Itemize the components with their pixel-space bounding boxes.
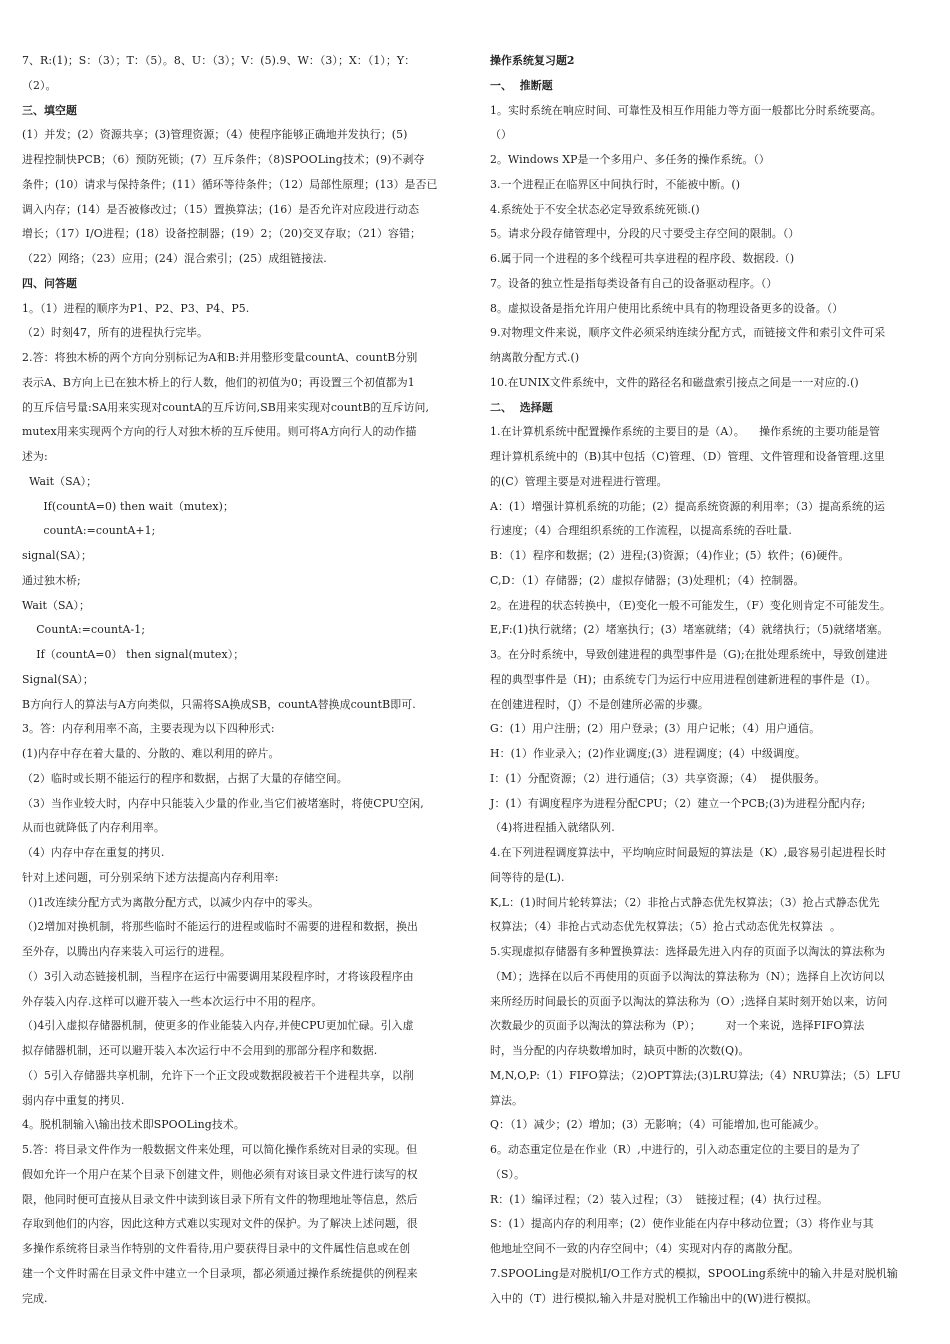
text-line: （4）内存中存在重复的拷贝. bbox=[22, 846, 165, 859]
text-line: 弱内存中重复的拷贝. bbox=[22, 1093, 125, 1107]
text-line: 1。实时系统在响应时间、可靠性及相互作用能力等方面一般都比分时系统要高。 bbox=[490, 103, 882, 117]
text-line: 次数最少的页面予以淘汰的算法称为（P）； 对一个来说，选择FIFO算法 bbox=[490, 1019, 865, 1033]
section-heading: 一、 推断题 bbox=[490, 78, 553, 92]
text-line: G：(1）用户注册；(2）用户登录；(3）用户记帐；（4）用户通信。 bbox=[490, 722, 821, 736]
text-line: 的互斥信号量:SA用来实现对countA的互斥访问,SB用来实现对countB的互斥访问, bbox=[22, 400, 430, 414]
text-line: 假如允许一个用户在某个目录下创建文件，则他必须有对该目录文件进行读写的权 bbox=[22, 1167, 418, 1181]
text-line: 来所经历时间最长的页面予以淘汰的算法称为（O）;选择自某时刻开始以来，访问 bbox=[490, 994, 888, 1008]
text-line: countA:=countA+1; bbox=[22, 524, 156, 538]
text-line: K,L：(1)时间片轮转算法；（2）非抢占式静态优先权算法；（3）抢占式静态优先 bbox=[490, 895, 880, 909]
text-line: 纳离散分配方式.() bbox=[490, 351, 580, 364]
text-line: 理计算机系统中的（B)其中包括（C)管理、（D）管理、文件管理和设备管理.这里 bbox=[490, 450, 885, 463]
text-line: 完成. bbox=[22, 1291, 48, 1305]
text-line: （） bbox=[490, 128, 512, 142]
text-line: 2。在进程的状态转换中，（E)变化一般不可能发生，（F）变化则肯定不可能发生。 bbox=[490, 598, 891, 612]
text-line: B方向行人的算法与A方向类似，只需将SA换成SB，countA替换成countB即可. bbox=[22, 697, 416, 711]
text-line: 4.在下列进程调度算法中，平均响应时间最短的算法是（K）,最容易引起进程长时 bbox=[490, 846, 887, 859]
text-line: If(countA=0) then wait（mutex)； bbox=[22, 499, 234, 513]
text-line: 从而也就降低了内存利用率。 bbox=[22, 821, 165, 835]
text-line: （4)将进程插入就绪队列. bbox=[490, 821, 615, 835]
text-line: 10.在UNIX文件系统中，文件的路径名和磁盘索引接点之间是一一对应的.() bbox=[490, 375, 859, 389]
text-line: 行速度；（4）合理组织系统的工作流程，以提高系统的吞吐量. bbox=[490, 524, 792, 538]
text-line: (1)内存中存在着大量的、分散的、难以利用的碎片。 bbox=[22, 747, 280, 760]
text-line: 7.SPOOLing是对脱机I/O工作方式的模拟，SPOOLing系统中的输入井是对脱机输 bbox=[490, 1266, 898, 1280]
text-line: 3。答：内存利用率不高，主要表现为以下四种形式: bbox=[22, 722, 275, 736]
text-line: 3.一个进程正在临界区中间执行时，不能被中断。() bbox=[490, 177, 741, 191]
text-line: （)1改连续分配方式为离散分配方式，以减少内存中的零头。 bbox=[22, 895, 320, 909]
text-line: 1。（1）进程的顺序为P1、P2、P3、P4、P5. bbox=[22, 301, 250, 315]
text-line: 入中的（T）进行模拟,输入井是对脱机工作输出中的(W)进行模拟。 bbox=[490, 1291, 818, 1305]
text-line: 2。Windows XP是一个多用户、多任务的操作系统。（） bbox=[490, 153, 770, 166]
text-line: 5。请求分段存储管理中，分段的尺寸要受主存空间的限制。（） bbox=[490, 227, 800, 241]
text-line: 建一个文件时需在目录文件中建立一个目录项，都必须通过操作系统提供的例程来 bbox=[22, 1266, 418, 1280]
text-line: 他地址空间不一致的内存空间中；（4）实现对内存的离散分配。 bbox=[490, 1242, 800, 1255]
text-line: 外存装入内存.这样可以避开装入一些本次运行中不用的程序。 bbox=[22, 994, 323, 1008]
section-heading: 三、填空题 bbox=[22, 103, 77, 117]
text-line: （）3引入动态链接机制，当程序在运行中需要调用某段程序时，才将该段程序由 bbox=[22, 969, 414, 983]
section-heading: 四、问答题 bbox=[22, 276, 77, 290]
section-heading: 操作系统复习题2 bbox=[490, 54, 575, 67]
text-line: （)2增加对换机制，将那些临时不能运行的进程或临时不需要的进程和数据，换出 bbox=[22, 920, 419, 934]
text-line: 调入内存；(14）是否被修改过；（15）置换算法；(16）是否允许对应段进行动态 bbox=[22, 202, 420, 216]
text-line: （2）时刻47，所有的进程执行完毕。 bbox=[22, 326, 208, 340]
text-line: （2）。 bbox=[22, 78, 57, 92]
text-line: 6。动态重定位是在作业（R）,中进行的，引入动态重定位的主要目的是为了 bbox=[490, 1143, 861, 1156]
text-line: 4。脱机制输入\输出技术即SPOOLing技术。 bbox=[22, 1118, 245, 1132]
text-line: A：(1）增强计算机系统的功能；(2）提高系统资源的利用率；（3）提高系统的运 bbox=[490, 499, 885, 513]
text-line: (1）并发；(2）资源共享；(3)管理资源；（4）使程序能够正确地并发执行；(5) bbox=[22, 128, 408, 142]
text-line: J：(1）有调度程序为进程分配CPU；（2）建立一个PCB;(3)为进程分配内存; bbox=[490, 796, 866, 810]
text-line: 限，他同时便可直接从目录文件中读到该目录下所有文件的物理地址等信息，然后 bbox=[22, 1192, 418, 1206]
text-line: E,F:(1)执行就绪；(2）堵塞执行；(3）堵塞就绪；（4）就绪执行；（5)就绪堵塞。 bbox=[490, 623, 889, 637]
text-line: C,D：（1）存储器；(2）虚拟存储器；(3)处理机；（4）控制器。 bbox=[490, 573, 805, 587]
text-line: 拟存储器机制，还可以避开装入本次运行中不会用到的那部分程序和数据. bbox=[22, 1044, 378, 1057]
text-line: 9.对物理文件来说，顺序文件必须采纳连续分配方式，而链接文件和索引文件可采 bbox=[490, 326, 886, 340]
text-line: （M）；选择在以后不再使用的页面予以淘汰的算法称为（N）；选择自上次访问以 bbox=[490, 969, 885, 983]
text-line: H：(1）作业录入；(2)作业调度;(3）进程调度；(4）中级调度。 bbox=[490, 747, 807, 760]
text-line: CountA:=countA-1; bbox=[22, 623, 146, 637]
text-line: 条件；(10）请求与保持条件；(11）循环等待条件；（12）局部性原理；(13）是否已 bbox=[22, 177, 438, 191]
text-line: B：（1）程序和数据；(2）进程;(3)资源；（4)作业；(5）软件；(6)硬件。 bbox=[490, 549, 850, 562]
text-line: I：(1）分配资源；（2）进行通信；（3）共享资源；（4） 提供服务。 bbox=[490, 771, 826, 785]
text-line: Wait（SA）； bbox=[22, 474, 98, 488]
text-line: M,N,O,P:（1）FIFO算法；（2)OPT算法;(3)LRU算法;（4）NRU算法；（5）LFU bbox=[490, 1068, 901, 1082]
text-line: Q：（1）减少；(2）增加；(3）无影响；（4）可能增加,也可能减少。 bbox=[490, 1118, 826, 1132]
text-line: 进程控制快PCB；（6）预防死锁；(7）互斥条件；（8)SPOOLing技术；(9)不剥夺 bbox=[22, 153, 425, 166]
text-line: 的(C）管理主要是对进程进行管理。 bbox=[490, 474, 668, 488]
text-line: 5.答：将目录文件作为一般数据文件来处理，可以简化操作系统对目录的实现。但 bbox=[22, 1143, 418, 1156]
text-line: 间等待的是(L). bbox=[490, 870, 565, 884]
text-line: 2.答：将独木桥的两个方向分别标记为A和B:并用整形变量countA、countB分别 bbox=[22, 351, 418, 364]
text-line: 述为: bbox=[22, 450, 48, 463]
text-line: 增长；（17）I/O进程；(18）设备控制器；(19）2；（20)交叉存取；（21）容错； bbox=[22, 227, 421, 241]
text-line: 6.属于同一个进程的多个线程可共享进程的程序段、数据段.（) bbox=[490, 252, 795, 265]
text-line: （)4引入虚拟存储器机制，使更多的作业能装入内存,并使CPU更加忙碌。引入虚 bbox=[22, 1019, 414, 1033]
text-line: S：(1）提高内存的利用率；(2）使作业能在内存中移动位置；（3）将作业与其 bbox=[490, 1217, 874, 1231]
text-line: （2）临时或长期不能运行的程序和数据，占据了大量的存储空间。 bbox=[22, 771, 348, 785]
text-line: 程的典型事件是（H)；由系统专门为运行中应用进程创建新进程的事件是（I）。 bbox=[490, 672, 877, 686]
text-line: 4.系统处于不安全状态必定导致系统死锁.() bbox=[490, 202, 700, 216]
text-line: 存取到他们的内容，因此这种方式难以实现对文件的保护。为了解决上述问题，很 bbox=[22, 1217, 418, 1231]
text-line: Signal(SA）； bbox=[22, 672, 94, 686]
text-line: （3）当作业较大时，内存中只能装入少量的作业,当它们被堵塞时，将使CPU空闲, bbox=[22, 796, 424, 810]
text-line: 8。虚拟设备是指允许用户使用比系统中具有的物理设备更多的设备。（） bbox=[490, 301, 844, 315]
text-line: mutex用来实现两个方向的行人对独木桥的互斥使用。则可将A方向行人的动作描 bbox=[22, 425, 417, 439]
text-line: 表示A、B方向上已在独木桥上的行人数，他们的初值为0；再设置三个初值都为1 bbox=[22, 375, 415, 389]
text-line: 在创建进程时，（J）不是创建所必需的步骤。 bbox=[490, 697, 709, 711]
text-line: Wait（SA）； bbox=[22, 598, 91, 612]
text-line: R：(1）编译过程；（2）装入过程；（3） 链接过程；(4）执行过程。 bbox=[490, 1192, 829, 1206]
text-line: 7。设备的独立性是指每类设备有自己的设备驱动程序。（） bbox=[490, 276, 778, 290]
text-line: （S）。 bbox=[490, 1167, 526, 1181]
left-column bbox=[22, 49, 454, 1311]
text-line: 针对上述问题，可分别采纳下述方法提高内存利用率: bbox=[22, 870, 279, 884]
section-heading: 二、 选择题 bbox=[490, 400, 553, 414]
text-line: 1.在计算机系统中配置操作系统的主要目的是（A）。 操作系统的主要功能是管 bbox=[490, 425, 881, 439]
text-line: 权算法；（4）非抢占式动态优先权算法；（5）抢占式动态优先权算法 。 bbox=[490, 920, 841, 934]
text-line: If（countA=0） then signal(mutex）； bbox=[22, 648, 245, 661]
text-line: 至外存，以腾出内存来装入可运行的进程。 bbox=[22, 945, 231, 958]
text-line: 多操作系统将目录当作特别的文件看待,用户要获得目录中的文件属性信息或在创 bbox=[22, 1242, 411, 1255]
text-line: 通过独木桥; bbox=[22, 573, 81, 587]
text-line: （22）网络；（23）应用；(24）混合索引；(25）成组链接法. bbox=[22, 252, 327, 265]
text-line: （）5引入存储器共享机制，允许下一个正文段或数据段被若干个进程共享，以削 bbox=[22, 1068, 414, 1082]
right-column bbox=[490, 49, 928, 1311]
text-line: signal(SA）； bbox=[22, 549, 93, 562]
text-line: 7、R:(1)；S：（3）；T：（5）。8、U：（3）；V：(5).9、W：（3）；X：（1）；Y： bbox=[22, 54, 416, 67]
text-line: 5.实现虚拟存储器有多种置换算法：选择最先进入内存的页面予以淘汰的算法称为 bbox=[490, 945, 886, 958]
text-line: 时，当分配的内存块数增加时，缺页中断的次数(Q)。 bbox=[490, 1044, 750, 1057]
text-line: 3。在分时系统中，导致创建进程的典型事件是（G);在批处理系统中，导致创建进 bbox=[490, 648, 888, 661]
text-line: 算法。 bbox=[490, 1093, 523, 1107]
